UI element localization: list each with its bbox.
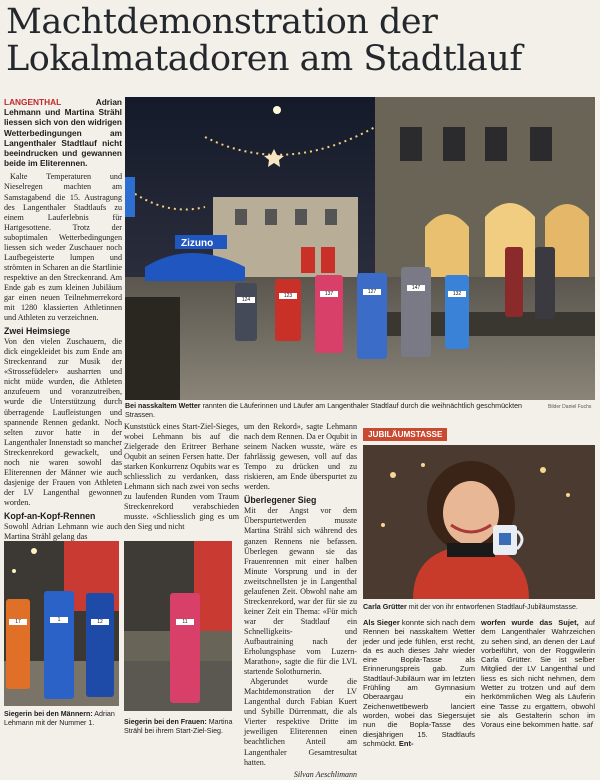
runner <box>170 593 200 703</box>
runner <box>445 275 469 349</box>
bib-number: 123 <box>279 293 297 299</box>
runner <box>6 599 30 689</box>
bib-number: 127 <box>363 289 381 295</box>
column-2 <box>124 422 239 533</box>
lead-paragraph <box>4 97 122 168</box>
caption-text: Adrian Lehmann mit der Nummer 1. <box>4 710 115 727</box>
runner <box>357 273 387 359</box>
caption-text: Martina Strähl bei ihrem Start-Ziel-Sieg. <box>124 718 233 735</box>
jubilee-text: auf dem Langenthaler Wahrzeichen zu sehen sind, an denen der Lauf vorbeiführt, von der Roggwilerin Carla Grütter. Sie ist selber Mitglied der LV Langenthal und liess es sich nicht nehmen, dem Wetter zu trotzen und auf dem herkömmlichen Weg als Läuferin eine Tasse zu ergattern, obwohl sie als Gestalterin schon im Voraus eine bekommen hatte. <box>481 618 595 730</box>
jubilee-lead: Als Sieger <box>363 618 400 627</box>
jubilee-photo-caption <box>363 603 595 612</box>
lead-text: Adrian Lehmann und Martina Strähl liessen sich von den widrigen Wetterbedingungen am Langenthaler Stadtlauf nicht beeindrucken und gewannen beide im Eliterennen. <box>4 97 122 169</box>
jubilee-lead: worfen wurde das Sujet, <box>481 618 579 627</box>
subheading: Kopf-an-Kopf-Rennen <box>4 510 96 521</box>
caption-lead: Siegerin bei den Frauen: <box>124 718 207 726</box>
body-paragraph: Kunststück eines Start-Ziel-Sieges, wobei Lehmann bis auf die Zielgerade den Eritreer Berhane Oqubit an seinen Fersen hatte. Der starken Konkurrenz Oqubits war es schliesslich zu verdanken, dass Lehmann sich nach zwei von sechs zu laufenden Runden vom Traum Streckenrekord verabschieden musste. «Schliesslich ging es um den Sieg und nicht <box>124 422 239 532</box>
caption-lead: Carla Grütter <box>363 603 407 611</box>
bib-number: 12 <box>91 619 109 625</box>
main-photo-caption <box>125 402 525 420</box>
body-paragraph: um den Rekord», sagte Lehmann nach dem Rennen. Da er Oqubit in seinem Nacken wusste, wäre es fahrlässig gewesen, voll auf das Tempo zu drücken und zu riskieren, am Ende überspurtet zu werden. <box>244 422 357 492</box>
column-1 <box>4 97 122 542</box>
bib-number: 1 <box>50 617 68 623</box>
jubilee-author-initials: saf <box>582 720 593 730</box>
photo-men-caption <box>4 710 119 728</box>
photo-men-winner <box>4 541 119 706</box>
headline <box>6 4 596 78</box>
photo-women-winner <box>124 541 232 711</box>
bib-number: 124 <box>237 297 255 303</box>
main-photo <box>125 97 595 400</box>
caption-lead: Siegerin bei den Männern: <box>4 710 93 718</box>
spectator <box>535 247 555 319</box>
bib-number: 147 <box>407 285 425 291</box>
sponsor-banner-text: Zizuno <box>181 238 214 249</box>
runner <box>44 591 74 699</box>
runner <box>86 593 114 697</box>
jubilee-text-column-a <box>363 618 475 748</box>
headline-line-1: Machtdemonstration der <box>6 2 438 42</box>
runner <box>275 279 301 341</box>
body-paragraph: Mit der Angst vor dem Überspurtetwerden musste Martina Strähl sich während des ganzen Rennens nie befassen. Überlegen gewann sie das Frauenrennen mit einer halben Minute Vorsprung und in der zweitschnellsten je in Langenthal gelaufenen Zeit. Obwohl nahe am Streckenrekord, war der für sie zu keiner Zeit ein Thema: «Für mich war der Stadtlauf ein Schnelligkeits- und Aufbautraining nach der Erholungsphase vom Luzern-Marathon», sagte die für die LVL startende Solothurnerin. <box>244 506 357 677</box>
runner <box>315 275 343 353</box>
jubilee-text-column-b <box>481 618 595 730</box>
caption-text: rannten die Läuferinnen und Läufer am Langenthaler Stadtlauf durch die weihnächtlich geschmückten Strassen. <box>125 402 522 419</box>
subheading: Zwei Heimsiege <box>4 326 71 337</box>
author-signature: Silvan Aeschlimann <box>293 769 357 779</box>
runner <box>401 267 431 357</box>
caption-text: mit der von ihr entworfenen Stadtlauf-Jubiläumstasse. <box>408 603 578 611</box>
caption-lead: Bei nasskaltem Wetter <box>125 402 201 410</box>
photo-women-caption <box>124 718 234 736</box>
bib-number: 11 <box>176 619 194 625</box>
jubilee-continuation: Ent- <box>398 738 414 748</box>
body-paragraph: Kalte Temperaturen und Nieselregen machten am Samstagabend die 15. Austragung des Langenthaler Stadtlaufs zu einem Lauferlebnis für Hartgesottene. Trotz der suboptimalen Wetterbedingungen liessen sich weder Zuschauer noch Laufbegeisterte lumpen und strömten in Scharen an die Startlinie respektive an den Streckenrand. Am Ende gab es zum kleinen Jubiläum gar einen neuen Teilnehmerrekord mit 1280 klassierten Athletinnen und Athleten zu verzeichnen. <box>4 172 123 323</box>
bib-number: 17 <box>9 619 27 625</box>
bib-number: 132 <box>448 291 466 297</box>
jubilee-tag: JUBILÄUMSTASSE <box>363 428 447 441</box>
spectator <box>505 247 523 317</box>
photo-credit: Bilder Daniel Fuchs <box>548 404 592 410</box>
jubilee-text: konnte sich nach dem Rennen bei nasskaltem Wetter jeder und jede fühlen, erst recht, da es auch dieses Jahr wieder eine Bopla-Tasse als Erinnerungspreis gab. Zum Stadtlauf-Jubiläum war im letzten Frühling am Gymnasium Oberaargau ein Zeichenwettbewerb lanciert worden, wobei das Siegersujet nun die Bopla-Tasse des diesjährigen 15. Stadtlaufs schmückt. <box>363 618 475 748</box>
body-paragraph: Sowohl Adrian Lehmann wie auch Martina Strähl gelang das <box>4 522 122 542</box>
runner <box>235 283 257 341</box>
jubilee-photo <box>363 445 595 599</box>
headline-line-2: Lokalmatadoren am Stadtlauf <box>6 39 522 79</box>
carla-with-mug-image <box>363 445 595 599</box>
lead-kicker: LANGENTHAL <box>4 97 62 107</box>
body-paragraph: Von den vielen Zuschauern, die dick eingekleidet bis zum Ende am Streckenrand zur Musik der «Strossefüdeler» ausharrten und nicht müde wurden, die Athleten anzufeuern und voranzutreiben, wurde die Unterstützung durch überragende Laufleistungen und spannende Rennen gedankt. Noch selten zuvor hatte in der Langenthaler Innenstadt so mancher Streckenrekord gewackelt, und noch nie waren sowohl das Eliterennen der Männer wie auch dasjenige der Frauen von Athleten der LV Langenthal gewonnen worden. <box>4 337 122 507</box>
subheading: Überlegener Sieg <box>244 495 317 506</box>
column-3 <box>244 422 357 780</box>
bib-number: 137 <box>320 291 338 297</box>
body-paragraph: Abgerundet wurde die Machtdemonstration der LV Langenthal durch Fabian Kuert und Sybille Dürrenmatt, die als Vierter respektive Dritte im jeweiligen Eliterennen einen beachtlichen Anteil am Langenthaler Gesamtresultat hatten. <box>244 677 357 767</box>
